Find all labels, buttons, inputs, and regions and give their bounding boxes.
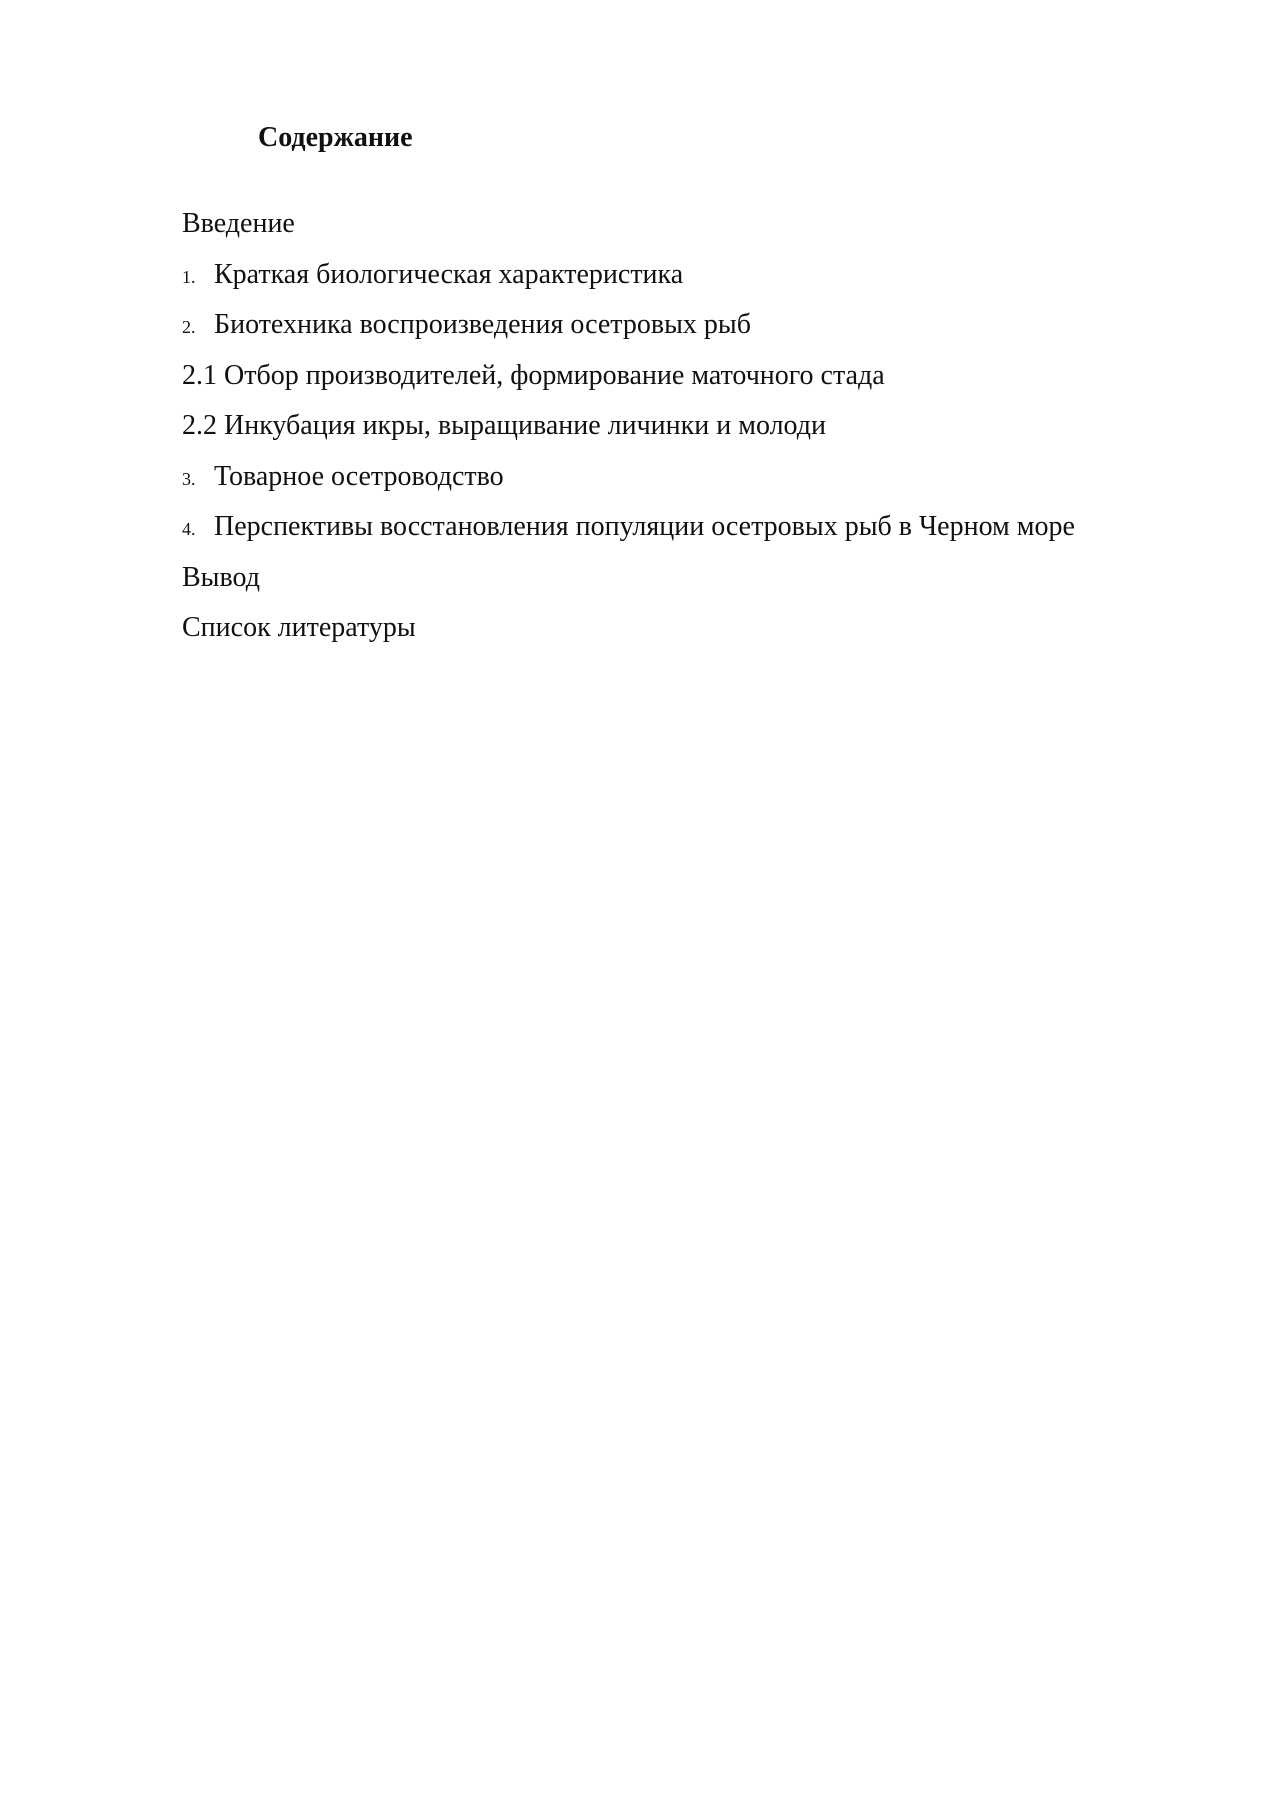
toc-entry-text: Товарное осетроводство (214, 460, 504, 492)
toc-entry-2-2 (182, 408, 1222, 459)
toc-entry-4 (182, 509, 1222, 560)
toc-entry-text: Биотехника воспроизведения осетровых рыб (214, 309, 751, 340)
toc-entry-text: Краткая биологическая характеристика (214, 258, 684, 290)
toc-entry-text: 2.2 Инкубация икры, выращивание личинки и молоди (182, 410, 826, 441)
toc-entry-introduction (182, 206, 1222, 257)
toc-entry-3 (182, 459, 1222, 510)
toc-entry-1 (182, 257, 1222, 308)
toc-entry-text: Список литературы (182, 612, 416, 643)
toc-list (182, 206, 1222, 661)
toc-entry-2 (182, 307, 1222, 358)
toc-entry-conclusion (182, 560, 1222, 611)
toc-entry-number: 2. (182, 317, 196, 337)
toc-entry-number: 3. (182, 468, 196, 489)
toc-entry-number: 1. (182, 266, 196, 287)
toc-entry-2-1 (182, 358, 1222, 409)
toc-entry-number: 4. (182, 519, 196, 539)
toc-entry-text: 2.1 Отбор производителей, формирование маточного стада (182, 359, 885, 391)
toc-entry-text: Вывод (182, 561, 260, 593)
toc-title: Содержание (258, 122, 413, 153)
toc-entry-references (182, 610, 1222, 661)
toc-entry-text: Введение (182, 208, 295, 239)
toc-entry-text: Перспективы восстановления популяции осетровых рыб в Черном море (214, 511, 1075, 542)
